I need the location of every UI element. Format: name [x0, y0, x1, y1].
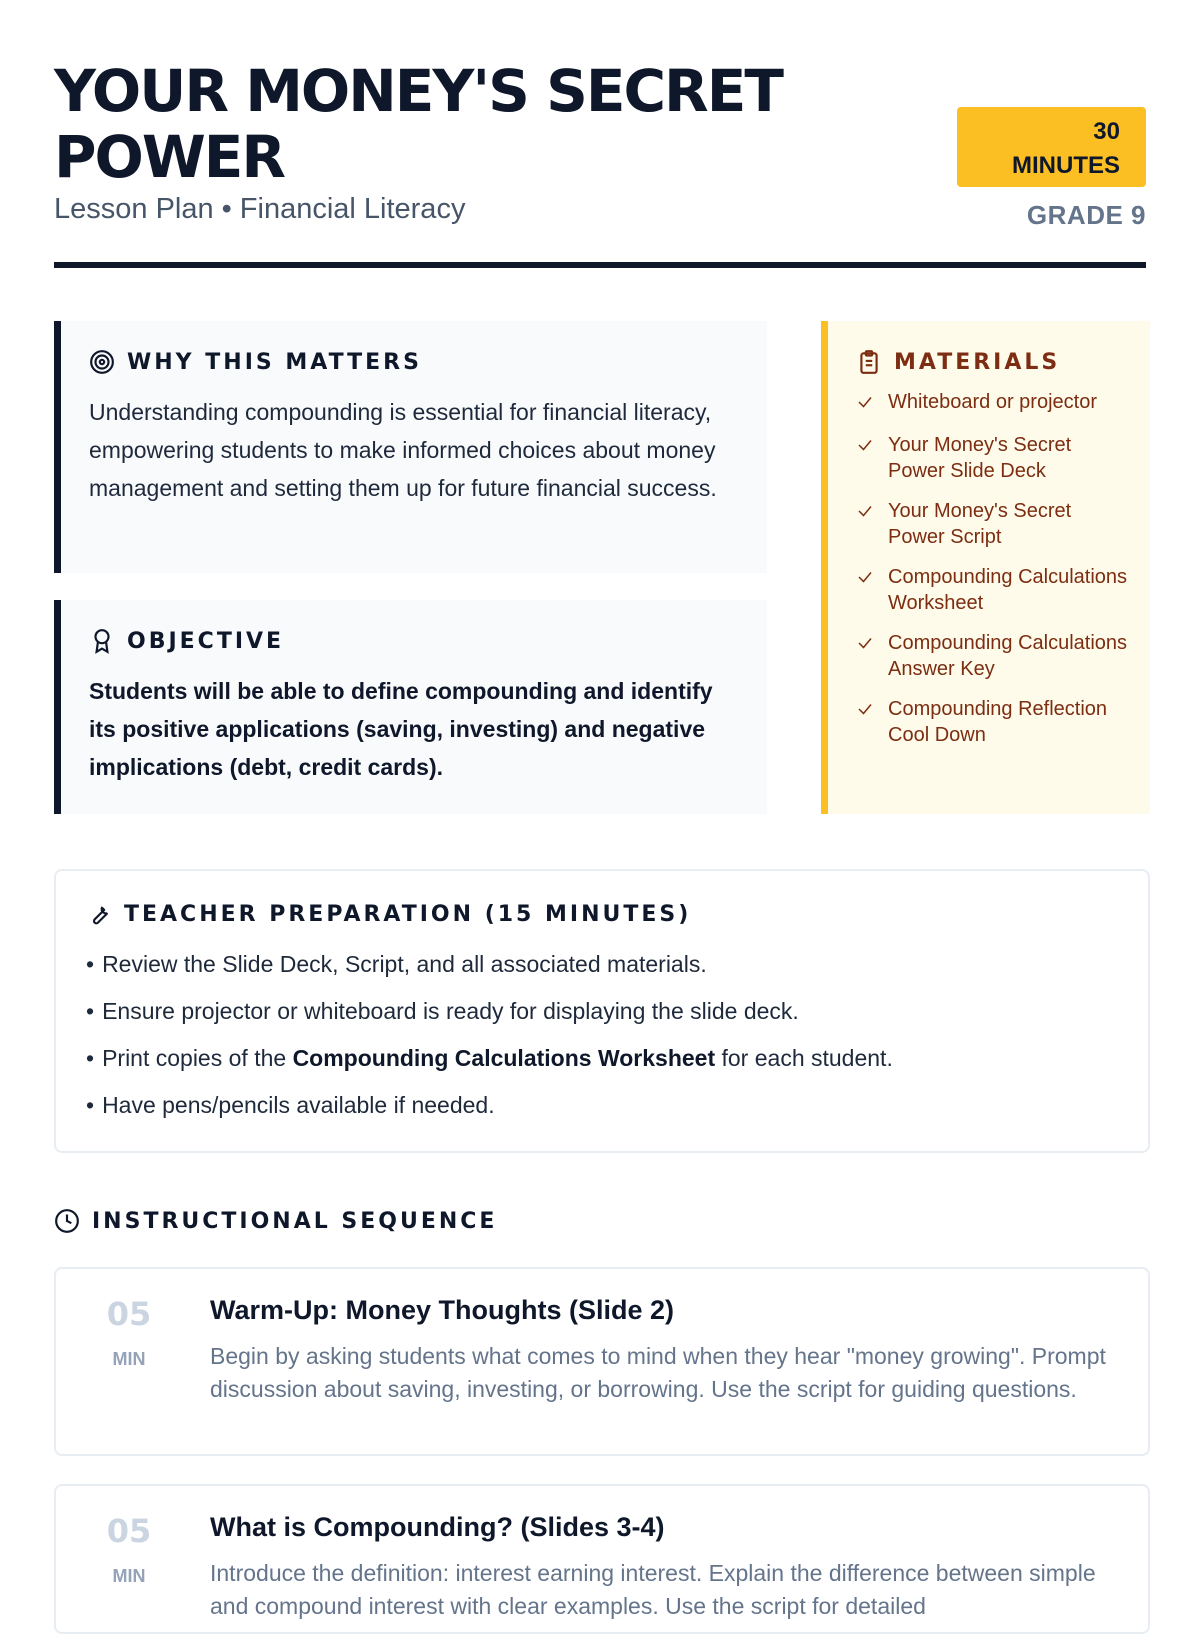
lesson-subject: Financial Literacy	[239, 193, 466, 225]
check-icon	[856, 432, 876, 484]
sequence-heading-text: INSTRUCTIONAL SEQUENCE	[92, 1208, 498, 1234]
materials-list	[856, 389, 1132, 748]
prep-heading	[86, 901, 1118, 927]
materials-item-label: Compounding Calculations Worksheet	[888, 566, 1128, 614]
step-minutes-unit: MIN	[112, 1349, 146, 1369]
check-icon	[856, 564, 876, 616]
check-icon	[856, 696, 876, 748]
step-minutes: 05	[106, 1512, 152, 1550]
prep-item	[86, 996, 1118, 1026]
check-icon	[856, 630, 876, 682]
clipboard-icon	[856, 349, 882, 375]
materials-item	[856, 498, 1132, 550]
duration-unit: MINUTES	[1012, 152, 1120, 179]
subtitle-separator: •	[221, 193, 232, 225]
why-heading-text: WHY THIS MATTERS	[127, 349, 422, 375]
wrench-icon	[86, 901, 112, 927]
materials-item	[856, 696, 1132, 748]
why-this-matters-card	[54, 321, 767, 573]
materials-heading-text: MATERIALS	[894, 349, 1061, 375]
step-duration	[86, 1295, 172, 1370]
objective-heading	[89, 628, 733, 654]
teacher-preparation-card	[54, 869, 1150, 1153]
sequence-step	[54, 1484, 1150, 1634]
prep-item	[86, 1090, 1118, 1120]
subtitle	[54, 193, 465, 226]
header	[54, 0, 1146, 268]
step-body	[210, 1512, 1124, 1623]
lesson-type: Lesson Plan	[54, 193, 214, 225]
check-icon	[856, 498, 876, 550]
prep-item	[86, 1043, 1118, 1073]
why-heading	[89, 349, 733, 375]
materials-item-label: Compounding Calculations Answer Key	[888, 632, 1128, 680]
step-minutes-unit: MIN	[112, 1566, 146, 1586]
sequence-heading	[54, 1208, 497, 1234]
step-title: Warm-Up: Money Thoughts (Slide 2)	[210, 1295, 674, 1325]
step-description: Introduce the definition: interest earning interest. Explain the difference between simple and compound interest with clear examples. Use the script for detailed	[210, 1560, 1096, 1619]
prep-item-text: Have pens/pencils available if needed.	[102, 1092, 495, 1118]
duration-badge	[957, 107, 1146, 187]
materials-item	[856, 432, 1132, 484]
materials-item	[856, 630, 1132, 682]
prep-item-text: Print copies of the	[102, 1045, 293, 1071]
objective-card	[54, 600, 767, 814]
prep-list	[86, 949, 1118, 1120]
prep-item	[86, 949, 1118, 979]
prep-heading-text: TEACHER PREPARATION (15 MINUTES)	[124, 901, 692, 927]
objective-heading-text: OBJECTIVE	[127, 628, 285, 654]
sequence-step	[54, 1267, 1150, 1456]
materials-item-label: Whiteboard or projector	[888, 391, 1097, 413]
materials-card	[821, 321, 1150, 814]
step-title: What is Compounding? (Slides 3-4)	[210, 1512, 665, 1542]
step-duration	[86, 1512, 172, 1587]
grade-label: GRADE 9	[1026, 200, 1146, 230]
step-body	[210, 1295, 1124, 1406]
target-icon	[89, 349, 115, 375]
duration-number: 30	[1093, 118, 1120, 145]
page-title: YOUR MONEY'S SECRET POWER	[54, 57, 782, 191]
materials-item	[856, 564, 1132, 616]
award-icon	[89, 628, 115, 654]
prep-item-text: for each student.	[715, 1045, 893, 1071]
why-text: Understanding compounding is essential for financial literacy, empowering students to make informed choices about money management and setting them up for future financial success.	[89, 399, 717, 501]
worksheet-name: Compounding Calculations Worksheet	[292, 1045, 716, 1071]
materials-item-label: Your Money's Secret Power Script	[888, 500, 1072, 548]
clock-icon	[54, 1208, 80, 1234]
materials-item-label: Your Money's Secret Power Slide Deck	[888, 434, 1072, 482]
step-description: Begin by asking students what comes to mind when they hear "money growing". Prompt discussion about saving, investing, or borrowing. Use the script for guiding questions.	[210, 1343, 1106, 1402]
objective-text: Students will be able to define compounding and identify its positive applications (saving, investing) and negative implications (debt, credit cards).	[89, 678, 713, 780]
materials-item	[856, 389, 1132, 418]
step-minutes: 05	[106, 1295, 152, 1333]
check-icon	[856, 389, 876, 418]
materials-heading	[856, 349, 1132, 375]
prep-item-text: Ensure projector or whiteboard is ready for displaying the slide deck.	[102, 998, 799, 1024]
materials-item-label: Compounding Reflection Cool Down	[888, 698, 1108, 746]
prep-item-text: Review the Slide Deck, Script, and all associated materials.	[102, 951, 707, 977]
